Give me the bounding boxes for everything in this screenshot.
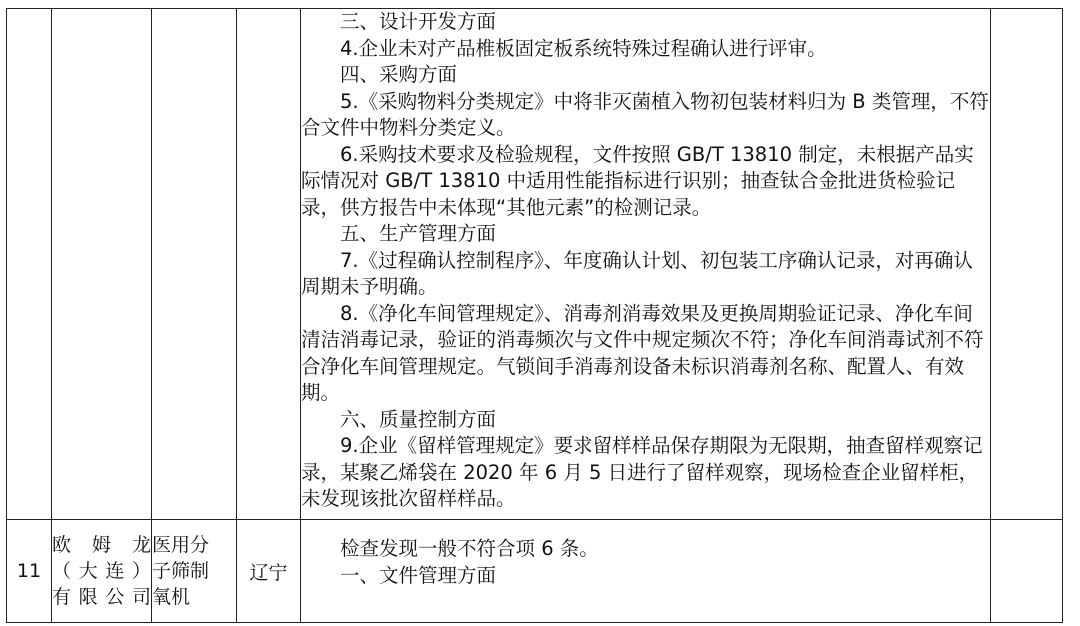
finding-line: 9.企业《留样管理规定》要求留样样品保存期限为无限期，抽查留样观察记录，某聚乙烯袋在 2020 年 6 月 5 日进行了留样观察，现场检查企业留样柜，未发现该批次留样样品。 [301, 434, 983, 510]
findings-cell [301, 520, 991, 623]
table-row [7, 9, 1063, 520]
company-name-line: 欧姆龙 [52, 534, 151, 556]
finding-line: 6.采购技术要求及检验规程，文件按照 GB/T 13810 制定，未根据产品实际情况对 GB/T 13810 中适用性能指标进行识别；抽查钛合金批进货检验记录，供方报告中未体现“其他元素”的检测记录。 [301, 142, 974, 219]
product-name [152, 520, 237, 623]
findings-cell [301, 9, 991, 520]
company-cell [52, 9, 152, 520]
product-name-line: 医用分 [152, 534, 210, 556]
finding-line: 六、质量控制方面 [340, 407, 497, 431]
company-name-line: （大连） [52, 560, 151, 582]
table-row [7, 520, 1063, 623]
product-name-line: 氧机 [152, 586, 191, 608]
finding-line: 检查发现一般不符合项 6 条。 [340, 537, 599, 560]
region-cell [237, 9, 301, 520]
remarks-cell [991, 9, 1063, 520]
row-number: 11 [7, 520, 52, 623]
company-name [52, 520, 152, 623]
inspection-table [6, 8, 1063, 623]
finding-line: 五、生产管理方面 [340, 222, 497, 245]
finding-line: 三、设计开发方面 [340, 10, 497, 33]
finding-line: 7.《过程确认控制程序》、年度确认计划、初包装工序确认记录，对再确认周期未予明确。 [301, 248, 973, 298]
finding-line: 8.《净化车间管理规定》、消毒剂消毒效果及更换周期验证记录、净化车间清洁消毒记录，验证的消毒频次与文件中规定频次不符；净化车间消毒试剂不符合净化车间管理规定。气锁间手消毒剂设备未标识消毒剂名称、配置人、有效期。 [301, 301, 984, 404]
product-name-line: 子筛制 [152, 560, 210, 582]
number-cell [7, 9, 52, 520]
finding-line: 4.企业未对产品椎板固定板系统特殊过程确认进行评审。 [340, 36, 827, 60]
finding-line: 一、文件管理方面 [340, 563, 497, 587]
region-name: 辽宁 [237, 520, 301, 623]
finding-line: 四、采购方面 [340, 63, 458, 86]
remarks-cell [991, 520, 1063, 623]
finding-line: 5.《采购物料分类规定》中将非灭菌植入物初包装材料归为 B 类管理，不符合文件中物料分类定义。 [301, 89, 989, 139]
product-cell [152, 9, 237, 520]
company-name-line: 有限公司 [52, 586, 151, 608]
